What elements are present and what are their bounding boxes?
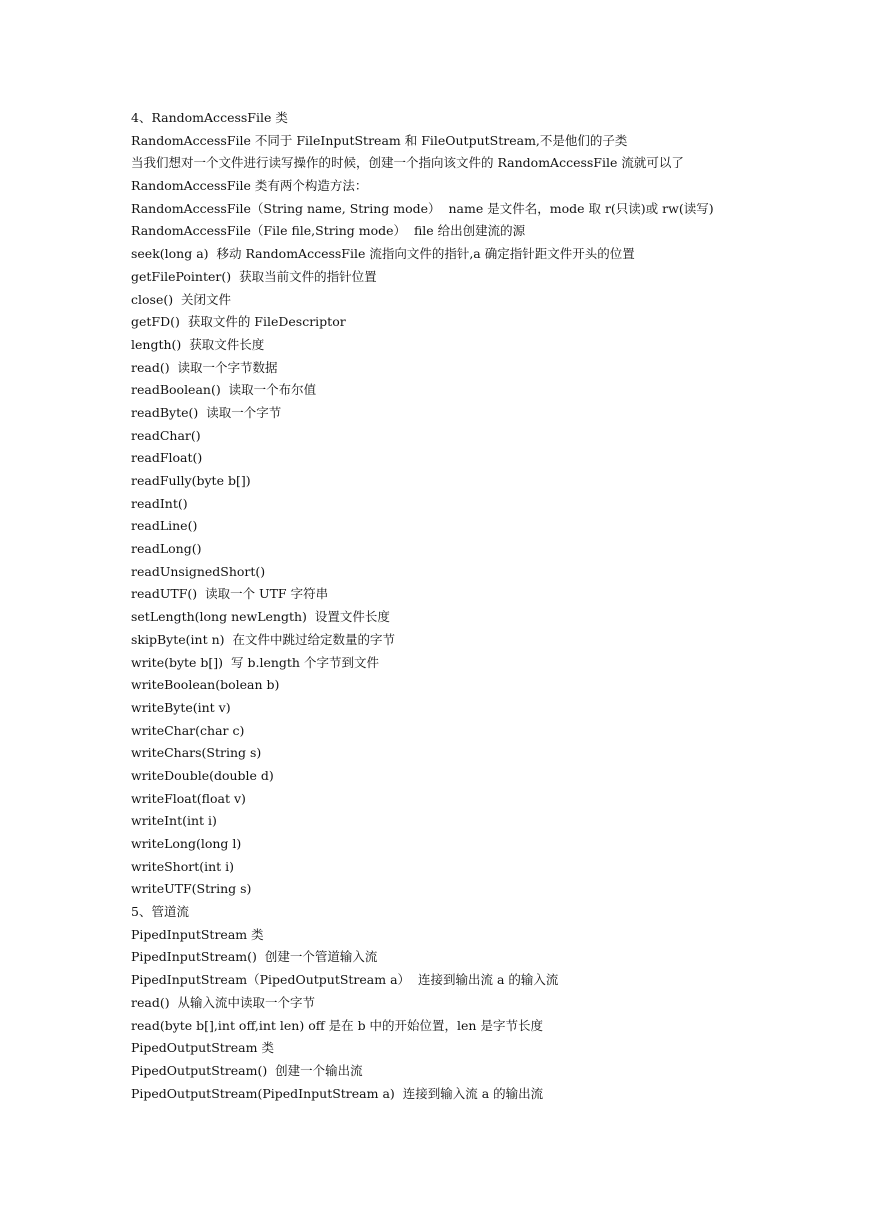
text-line: readChar() <box>131 427 201 443</box>
text-line: skipByte(int n) 在文件中跳过给定数量的字节 <box>131 631 395 647</box>
text-line: readFloat() <box>131 450 203 466</box>
text-line: PipedInputStream 类 <box>131 926 264 942</box>
section-heading-randomaccessfile: 4、RandomAccessFile 类 <box>131 110 288 125</box>
text-line: seek(long a) 移动 RandomAccessFile 流指向文件的指针,a 确定指针距文件开头的位置 <box>131 246 635 262</box>
text-line: write(byte b[]) 写 b.length 个字节到文件 <box>131 654 379 670</box>
text-line: readLong() <box>131 541 202 557</box>
text-line: readByte() 读取一个字节 <box>131 404 282 420</box>
text-line: RandomAccessFile 不同于 FileInputStream 和 FileOutputStream,不是他们的子类 <box>131 132 628 148</box>
text-line: writeByte(int v) <box>131 699 231 715</box>
text-line: writeUTF(String s) <box>131 881 252 897</box>
text-line: RandomAccessFile 类有两个构造方法： <box>131 178 368 194</box>
text-line: writeInt(int i) <box>131 813 217 829</box>
text-line: writeBoolean(bolean b) <box>131 677 280 693</box>
text-line: PipedOutputStream(PipedInputStream a) 连接到输入流 a 的输出流 <box>131 1085 544 1101</box>
text-line: length() 获取文件长度 <box>131 336 265 352</box>
text-line: readInt() <box>131 495 188 511</box>
text-line: writeDouble(double d) <box>131 767 274 783</box>
text-line: writeChar(char c) <box>131 722 245 738</box>
document-page <box>131 107 831 1105</box>
text-line: PipedOutputStream 类 <box>131 1040 274 1056</box>
text-line: RandomAccessFile（File file,String mode） file 给出创建流的源 <box>131 223 526 239</box>
text-line: readBoolean() 读取一个布尔值 <box>131 382 317 398</box>
text-line: close() 关闭文件 <box>131 291 232 307</box>
text-line: readUnsignedShort() <box>131 563 266 579</box>
text-line: getFilePointer() 获取当前文件的指针位置 <box>131 268 377 284</box>
text-line: readFully(byte b[]) <box>131 473 251 488</box>
text-line: writeChars(String s) <box>131 745 262 761</box>
text-line: PipedOutputStream() 创建一个输出流 <box>131 1062 363 1078</box>
text-line: read(byte b[],int off,int len) off 是在 b 中的开始位置，len 是字节长度 <box>131 1017 543 1033</box>
text-line: 当我们想对一个文件进行读写操作的时候，创建一个指向该文件的 RandomAccessFile 流就可以了 <box>131 155 684 171</box>
text-line: writeShort(int i) <box>131 858 235 874</box>
text-line: PipedInputStream() 创建一个管道输入流 <box>131 949 378 965</box>
text-line: read() 从输入流中读取一个字节 <box>131 994 316 1010</box>
text-line: getFD() 获取文件的 FileDescriptor <box>131 314 346 330</box>
text-line: setLength(long newLength) 设置文件长度 <box>131 609 390 625</box>
text-line: read() 读取一个字节数据 <box>131 359 278 375</box>
text-line: writeLong(long l) <box>131 836 242 851</box>
text-line: readUTF() 读取一个 UTF 字符串 <box>131 586 329 602</box>
text-line: readLine() <box>131 518 198 534</box>
text-line: writeFloat(float v) <box>131 790 246 806</box>
section-heading-piped-streams: 5、管道流 <box>131 904 189 920</box>
text-line: PipedInputStream（PipedOutputStream a） 连接到输出流 a 的输入流 <box>131 972 559 988</box>
text-line: RandomAccessFile（String name, String mode） name 是文件名，mode 取 r(只读)或 rw(读写) <box>131 200 714 216</box>
